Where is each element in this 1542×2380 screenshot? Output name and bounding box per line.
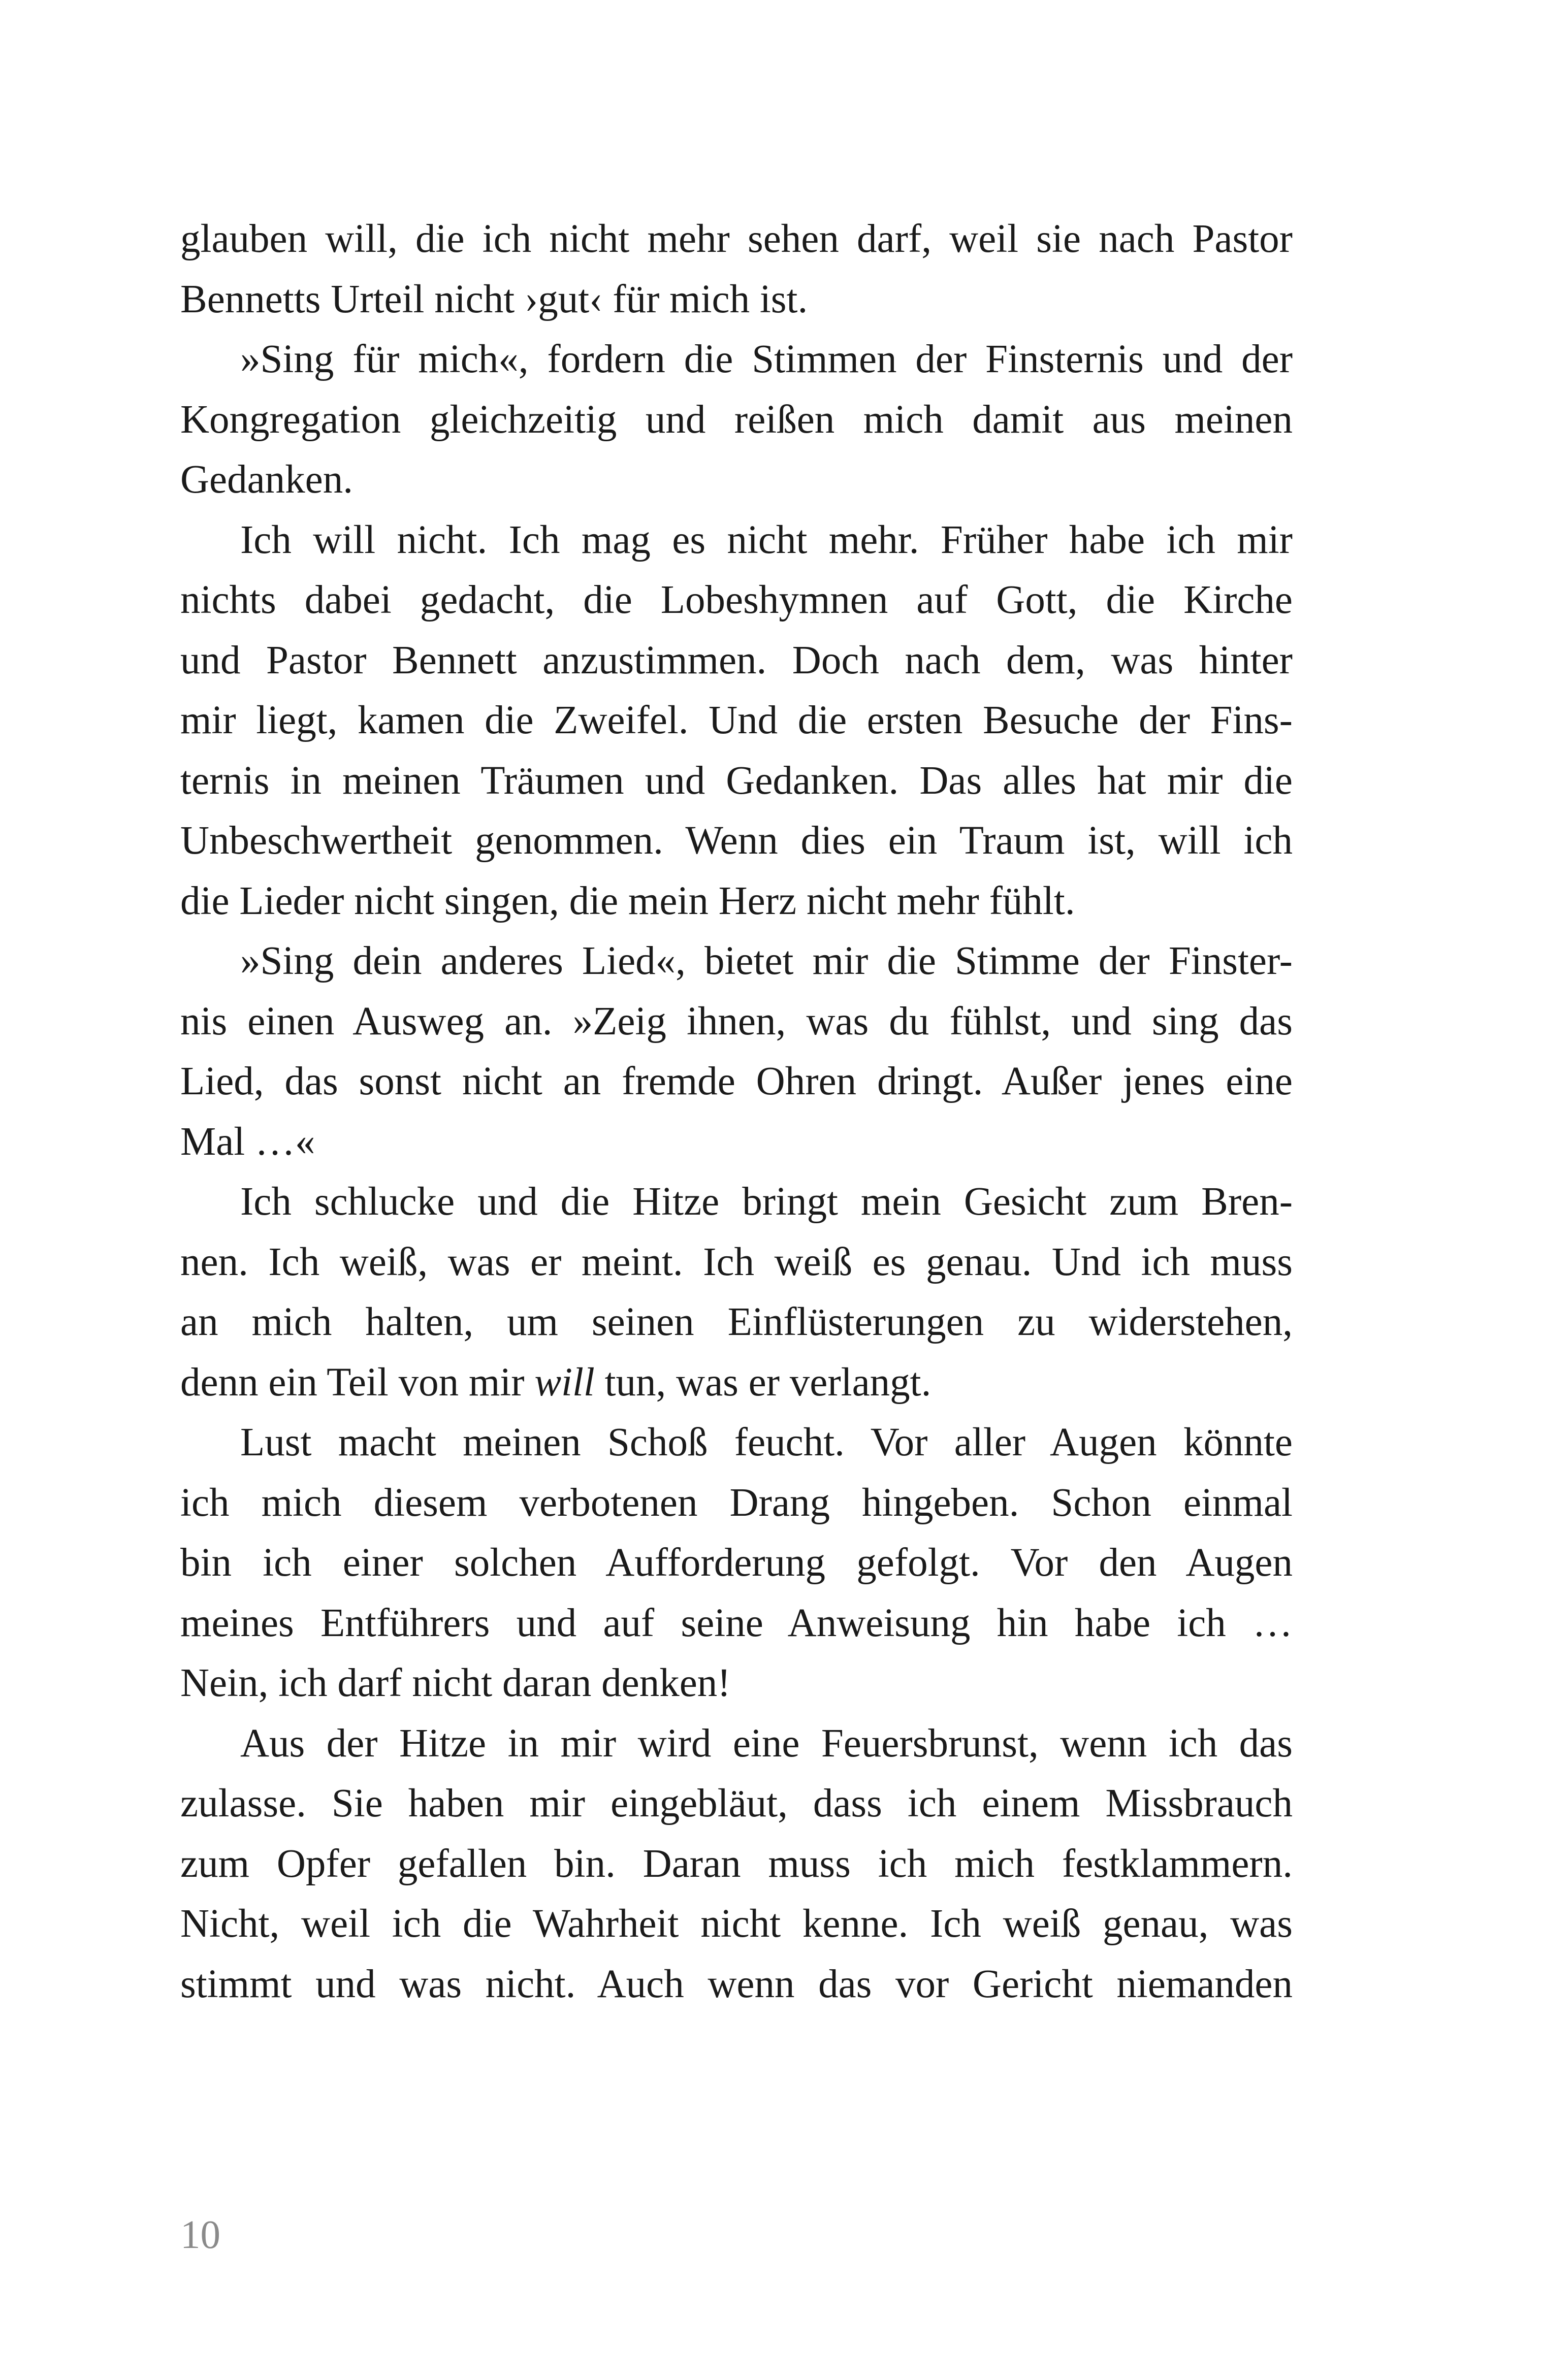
text-line: mir liegt, kamen die Zweifel. Und die ersten Besuche der Fins- xyxy=(180,698,1293,742)
text-line: Mal …« xyxy=(180,1119,315,1164)
text-line: zum Opfer gefallen bin. Daran muss ich mich festklammern. xyxy=(180,1841,1293,1886)
text-line: an mich halten, um seinen Einflüsterungen zu widerstehen, xyxy=(180,1300,1293,1344)
text-line: Lied, das sonst nicht an fremde Ohren dringt. Außer jenes eine xyxy=(180,1059,1293,1103)
text-run: tun, was er verlangt. xyxy=(594,1360,931,1405)
text-line: Aus der Hitze in mir wird eine Feuersbrunst, wenn ich das xyxy=(240,1721,1293,1766)
text-line: »Sing dein anderes Lied«, bietet mir die Stimme der Finster- xyxy=(240,939,1293,983)
text-line: ternis in meinen Träumen und Gedanken. Das alles hat mir die xyxy=(180,758,1293,803)
text-line: nichts dabei gedacht, die Lobeshymnen auf Gott, die Kirche xyxy=(180,578,1293,622)
text-line: zulasse. Sie haben mir eingebläut, dass ich einem Missbrauch xyxy=(180,1781,1293,1825)
text-line: Nein, ich darf nicht daran denken! xyxy=(180,1661,731,1705)
text-line: Gedanken. xyxy=(180,458,353,502)
text-line: Kongregation gleichzeitig und reißen mich damit aus meinen xyxy=(180,397,1293,442)
text-line: und Pastor Bennett anzustimmen. Doch nach dem, was hinter xyxy=(180,638,1293,682)
text-line: Lust macht meinen Schoß feucht. Vor aller Augen könnte xyxy=(240,1420,1293,1464)
text-line: die Lieder nicht singen, die mein Herz nicht mehr fühlt. xyxy=(180,878,1075,923)
italic-emphasis: will xyxy=(534,1360,595,1405)
text-line-with-italic xyxy=(180,1353,1293,1413)
text-line: Bennetts Urteil nicht ›gut‹ für mich ist. xyxy=(180,277,808,321)
text-line: glauben will, die ich nicht mehr sehen darf, weil sie nach Pastor xyxy=(180,217,1293,261)
text-line: »Sing für mich«, fordern die Stimmen der Finsternis und der xyxy=(240,337,1293,381)
text-line: meines Entführers und auf seine Anweisung hin habe ich … xyxy=(180,1601,1293,1645)
text-line: Ich schlucke und die Hitze bringt mein Gesicht zum Bren- xyxy=(240,1180,1293,1224)
text-line: bin ich einer solchen Aufforderung gefolgt. Vor den Augen xyxy=(180,1541,1293,1585)
text-line: stimmt und was nicht. Auch wenn das vor Gericht niemanden xyxy=(180,1962,1293,2006)
page-number: 10 xyxy=(180,2213,220,2257)
text-line: Ich will nicht. Ich mag es nicht mehr. Früher habe ich mir xyxy=(240,517,1293,562)
body-text xyxy=(180,209,1293,2014)
text-line: ich mich diesem verbotenen Drang hingeben. Schon einmal xyxy=(180,1480,1293,1525)
text-line: nen. Ich weiß, was er meint. Ich weiß es genau. Und ich muss xyxy=(180,1240,1293,1284)
text-line: Unbeschwertheit genommen. Wenn dies ein Traum ist, will ich xyxy=(180,819,1293,863)
text-line: Nicht, weil ich die Wahrheit nicht kenne. Ich weiß genau, was xyxy=(180,1902,1293,1946)
text-run: denn ein Teil von mir xyxy=(180,1360,535,1405)
text-line: nis einen Ausweg an. »Zeig ihnen, was du fühlst, und sing das xyxy=(180,999,1293,1044)
